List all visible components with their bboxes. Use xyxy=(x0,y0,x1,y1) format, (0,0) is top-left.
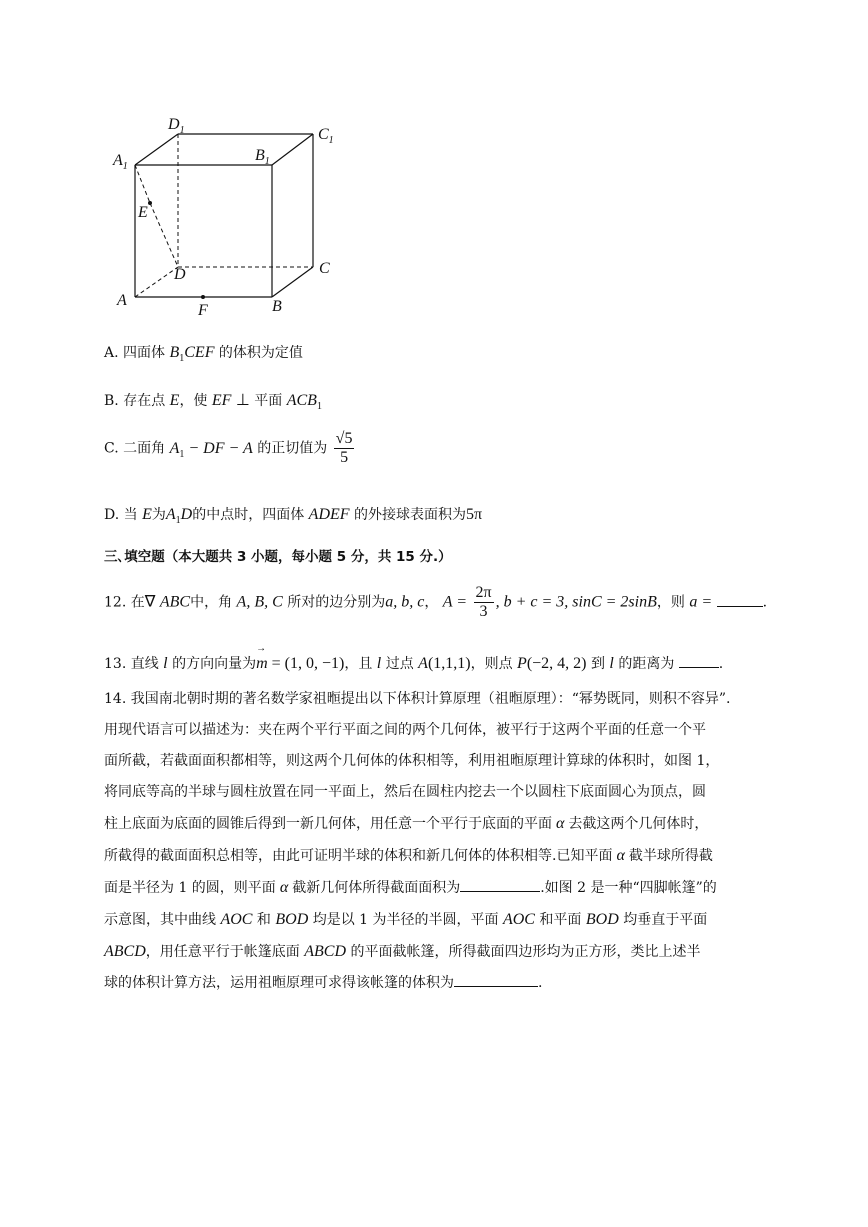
vector-m: m → xyxy=(256,643,268,672)
edge-B1C1 xyxy=(272,134,313,165)
label-E: E xyxy=(138,204,148,221)
cube-figure xyxy=(100,105,360,325)
q14-line-4: 将同底等高的半球与圆柱放置在同一平面上，然后在圆柱内挖去一个以圆柱下底面圆心为顶点，圆 xyxy=(104,784,706,800)
segment-A1E xyxy=(135,165,150,203)
answer-blank-12 xyxy=(717,592,763,607)
q14-line-9: ABCD，用任意平行于帐篷底面 ABCD 的平面截帐篷，所得截面四边形均为正方形，类比上述半 xyxy=(104,943,701,960)
cube-diagram xyxy=(100,105,360,325)
question-13: 13. 直线 l 的方向向量为m → = (1, 0, −1)，且 l 过点 A(1,1,1)，则点 P(−2, 4, 2) 到 l 的距离为 . xyxy=(104,643,724,672)
option-c: C. 二面角 $A_1$ − DF − A 的正切值为 $\frac{√5}{5}$ xyxy=(104,430,353,466)
label-D: D xyxy=(174,266,186,283)
option-d: D. 当 E为$A_1D$的中点时，四面体 ADEF 的外接球表面积为5π xyxy=(104,506,483,527)
label-D1: $D_1$ xyxy=(168,116,185,136)
q14-line-7: 面是半径为 1 的圆，则平面 α 截新几何体所得截面面积为 .如图 2 是一种“四脚帐篷”的 xyxy=(104,879,717,896)
label-B: B xyxy=(272,298,282,315)
question-12: 12. 在∇ ABC中，角 A, B, C 所对的边分别为a, b, c， A = $\frac{2\pi}{3}$ , b + c = 3, sinC = 2sinB，则 a = . xyxy=(104,584,768,620)
label-A: A xyxy=(117,292,127,309)
label-F: F xyxy=(198,302,208,319)
edge-AD xyxy=(135,267,178,297)
label-A1: $A_1$ xyxy=(113,152,128,172)
q14-line-10: 球的体积计算方法，运用祖暅原理可求得该帐篷的体积为 . xyxy=(104,968,772,999)
label-B1: $B_1$ xyxy=(255,147,270,167)
section-title: 三､填空题（本大题共 3 小题，每小题 5 分，共 15 分.） xyxy=(104,549,452,565)
answer-blank-13 xyxy=(679,653,719,668)
option-a: A. 四面体 $B_1CEF$ 的体积为定值 xyxy=(104,344,303,365)
q14-line-8: 示意图，其中曲线 AOC 和 BOD 均是以 1 为半径的半圆，平面 AOC 和平面 BOD 均垂直于平面 xyxy=(104,911,708,928)
fraction-2pi-over-3: $\frac{2\pi}{3}$ xyxy=(475,584,492,620)
q14-line-3: 面所截，若截面面积都相等，则这两个几何体的体积相等，利用祖暅原理计算球的体积时，如图 1， xyxy=(104,753,720,769)
edge-BC xyxy=(272,267,313,297)
segment-ED xyxy=(150,203,178,267)
point-E xyxy=(148,201,152,205)
point-F xyxy=(201,295,205,299)
q14-line-6: 所截得的截面面积总相等，由此可证明半球的体积和新几何体的体积相等.已知平面 α 截半球所得截 xyxy=(104,847,713,864)
option-b: B. 存在点 E，使 EF ⊥ 平面 $ACB_1$ xyxy=(104,392,322,413)
q14-line-1: 14. 我国南北朝时期的著名数学家祖暅提出以下体积计算原理（祖暅原理）：“幂势既同，则积不容异”. xyxy=(104,691,731,707)
label-C1: $C_1$ xyxy=(318,126,334,146)
label-C: C xyxy=(319,260,330,277)
edge-A1D1 xyxy=(135,134,178,165)
answer-blank-14a xyxy=(460,877,540,892)
q14-line-5: 柱上底面为底面的圆锥后得到一新几何体，用任意一个平行于底面的平面 α 去截这两个几何体时， xyxy=(104,815,709,832)
vector-arrow-icon: → xyxy=(256,643,267,654)
answer-blank-14b xyxy=(454,972,538,987)
question-14 xyxy=(104,684,772,999)
q14-line-2: 用现代语言可以描述为：夹在两个平行平面之间的两个几何体，被平行于这两个平面的任意一个平 xyxy=(104,722,706,738)
fraction-sqrt5-over-5: $\frac{√5}{5}$ xyxy=(335,430,353,466)
